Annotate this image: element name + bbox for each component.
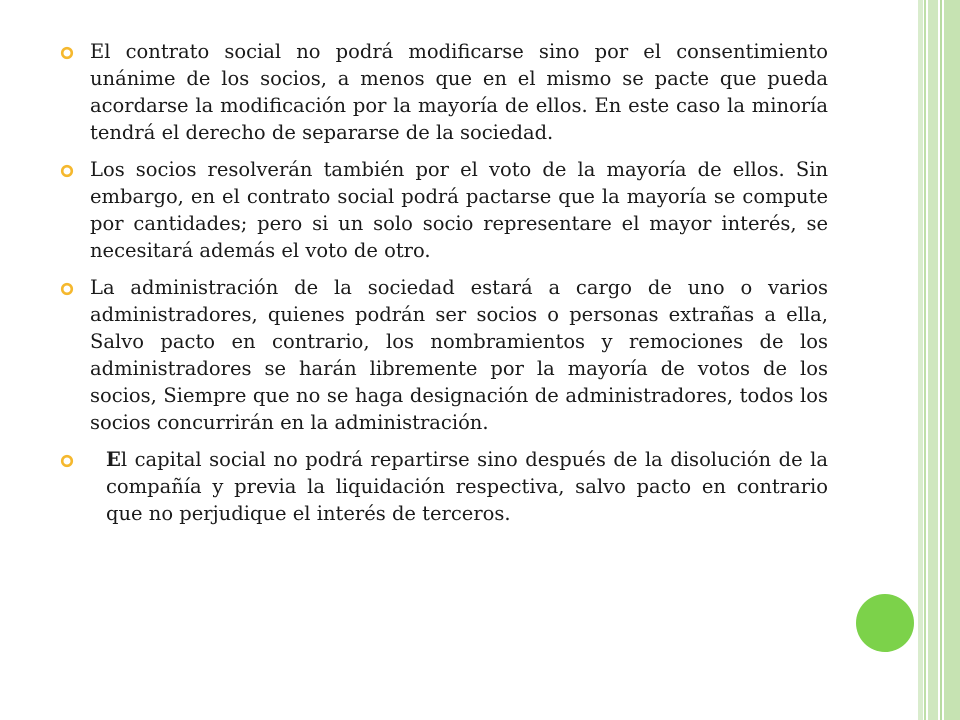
stripe bbox=[928, 0, 938, 720]
decorative-stripes bbox=[918, 0, 960, 720]
paragraph-rest: l capital social no podrá repartirse sino después de la disolución de la compañía y previa la liquidación respectiva, salvo pacto en contrario que no perjudique el interés de terceros. bbox=[106, 448, 828, 525]
paragraph-text: El contrato social no podrá modificarse sino por el consentimiento unánime de los socios, a menos que en el mismo se pacte que pueda acordarse la modificación por la mayoría de ellos. En este caso la minoría tendrá el derecho de separarse de la sociedad. bbox=[90, 40, 828, 144]
list-item bbox=[60, 446, 828, 527]
stripe bbox=[940, 0, 942, 720]
stripe bbox=[924, 0, 926, 720]
paragraph-text bbox=[90, 446, 828, 527]
list-item bbox=[60, 274, 828, 436]
stripe bbox=[918, 0, 923, 720]
bold-initial-letter: E bbox=[106, 448, 121, 471]
paragraph-text: Los socios resolverán también por el voto de la mayoría de ellos. Sin embargo, en el contrato social podrá pactarse que la mayoría se compute por cantidades; pero si un solo socio representare el mayor interés, se necesitará además el voto de otro. bbox=[90, 158, 828, 262]
ring-bullet-icon bbox=[60, 46, 74, 60]
decorative-green-circle bbox=[856, 594, 914, 652]
bullet-list bbox=[60, 38, 828, 537]
ring-bullet-icon bbox=[60, 454, 74, 468]
ring-bullet-icon bbox=[60, 282, 74, 296]
list-item bbox=[60, 156, 828, 264]
stripe bbox=[944, 0, 960, 720]
list-item bbox=[60, 38, 828, 146]
paragraph-text: La administración de la sociedad estará a cargo de uno o varios administradores, quienes podrán ser socios o personas extrañas a ella, Salvo pacto en contrario, los nombramientos y remociones de los administradores se harán libremente por la mayoría de votos de los socios, Siempre que no se haga designación de administradores, todos los socios concurrirán en la administración. bbox=[90, 276, 828, 434]
ring-bullet-icon bbox=[60, 164, 74, 178]
